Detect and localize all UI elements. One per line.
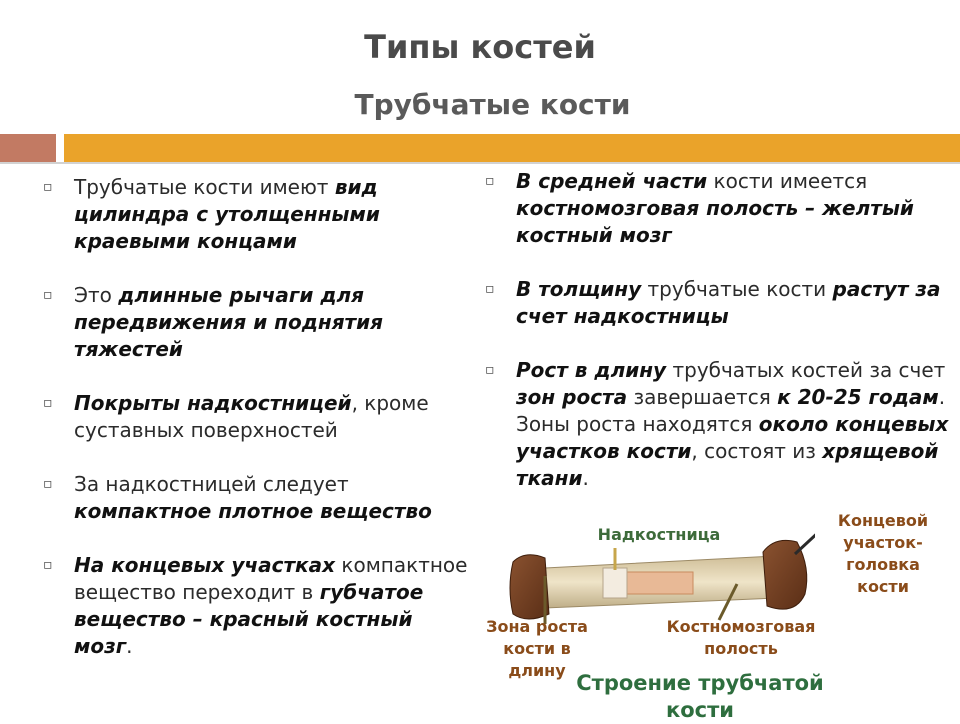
slide-subtitle: Трубчатые кости xyxy=(354,88,631,121)
emphasis-text: хрящевой ткани xyxy=(516,439,939,490)
body-text: трубчатых костей за счет xyxy=(666,358,946,382)
right-bullet-list xyxy=(482,168,952,519)
emphasis-text: В средней части xyxy=(516,169,708,193)
emphasis-text: около концевых участков кости xyxy=(516,412,949,463)
emphasis-text: На концевых участках xyxy=(74,553,336,577)
body-text: Это xyxy=(74,283,119,307)
emphasis-text: В толщину xyxy=(516,277,642,301)
periosteum-layer xyxy=(603,568,627,598)
accent-bar-left xyxy=(0,134,56,162)
body-text: . xyxy=(582,466,589,490)
end-section-pointer xyxy=(795,528,815,554)
bullet-marker: ▫ xyxy=(43,476,53,492)
accent-bar-divider xyxy=(0,162,960,164)
right-bullet-item xyxy=(482,168,952,249)
body-text: трубчатые кости xyxy=(641,277,833,301)
emphasis-text: длинные рычаги для передвижения и поднятия тяжестей xyxy=(74,283,383,361)
diagram-caption: Строение трубчатой кости xyxy=(576,671,824,722)
right-bullet-item xyxy=(482,276,952,330)
emphasis-text: растут за счет надкостницы xyxy=(516,277,941,328)
emphasis-text: Рост в длину xyxy=(516,358,667,382)
body-text: , кроме суставных поверхностей xyxy=(74,391,429,442)
bullet-marker: ▫ xyxy=(43,179,53,195)
left-bullet-item xyxy=(40,282,470,363)
emphasis-text: компактное плотное вещество xyxy=(74,499,432,523)
emphasis-text: губчатое вещество – красный костный мозг xyxy=(74,580,424,658)
bullet-marker: ▫ xyxy=(43,287,53,303)
bullet-marker: ▫ xyxy=(485,362,495,378)
body-text: За надкостницей следует xyxy=(74,472,349,496)
label-end-section: Концевой участок-головка кости xyxy=(837,511,929,596)
slide-title: Типы костей xyxy=(364,28,596,66)
bullet-marker: ▫ xyxy=(485,281,495,297)
left-bullet-item xyxy=(40,552,470,660)
left-bullet-item xyxy=(40,174,470,255)
bone-end-left xyxy=(510,555,549,619)
emphasis-text: Покрыты надкостницей xyxy=(74,391,352,415)
label-growth-zone: Зона роста кости в длину xyxy=(486,617,588,680)
body-text: . xyxy=(126,634,133,658)
left-bullet-item xyxy=(40,471,470,525)
label-periosteum: Надкостница xyxy=(597,525,721,544)
accent-bar-right xyxy=(64,134,960,162)
right-bullet-item xyxy=(482,357,952,492)
emphasis-text: вид цилиндра с утолщенными краевыми концами xyxy=(74,175,380,253)
emphasis-text: к 20-25 годам xyxy=(777,385,939,409)
emphasis-text: зон роста xyxy=(516,385,628,409)
bullet-marker: ▫ xyxy=(485,173,495,189)
body-text: завершается xyxy=(627,385,778,409)
body-text: , состоят из xyxy=(691,439,823,463)
body-text: Трубчатые кости имеют xyxy=(74,175,335,199)
body-text: . Зоны роста находятся xyxy=(516,385,946,436)
label-marrow-cavity: Костномозговая полость xyxy=(666,617,816,658)
marrow-cavity-shape xyxy=(623,572,693,594)
bullet-marker: ▫ xyxy=(43,395,53,411)
left-bullet-list xyxy=(40,174,470,687)
emphasis-text: костномозговая полость – желтый костный мозг xyxy=(516,196,914,247)
body-text: компактное вещество переходит в xyxy=(74,553,468,604)
body-text: кости имеется xyxy=(707,169,868,193)
left-bullet-item xyxy=(40,390,470,444)
bullet-marker: ▫ xyxy=(43,557,53,573)
